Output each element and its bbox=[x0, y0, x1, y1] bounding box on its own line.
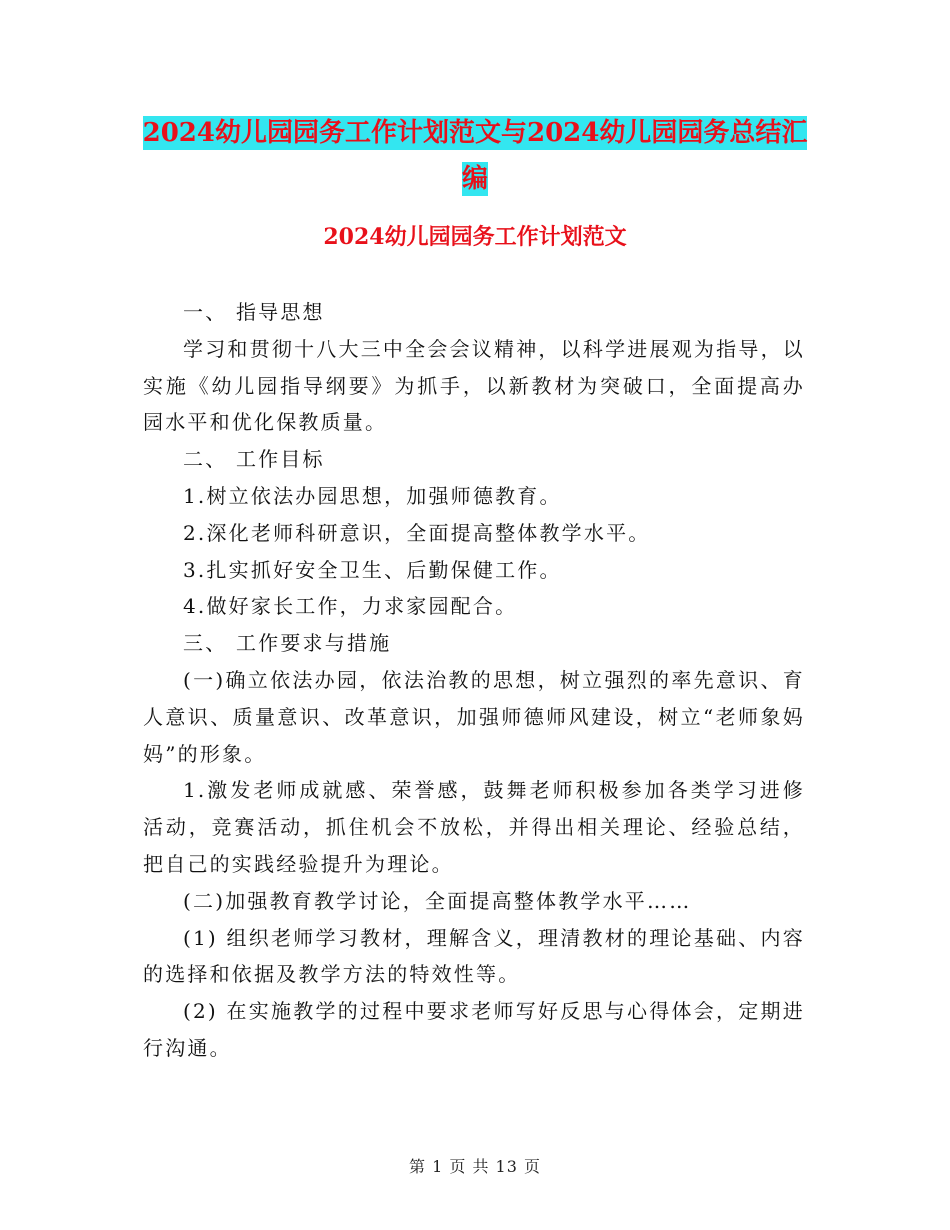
paragraph: (1) 组织老师学习教材，理解含义，理清教材的理论基础、内容的选择和依据及教学方法的特效性等。 bbox=[143, 925, 805, 987]
list-item: 1.树立依法办园思想，加强师德教育。 bbox=[183, 483, 562, 508]
document-title bbox=[140, 110, 810, 202]
document-body bbox=[143, 294, 805, 1067]
paragraph: (2) 在实施教学的过程中要求老师写好反思与心得体会，定期进行沟通。 bbox=[143, 999, 805, 1060]
paragraph: (二)加强教育教学讨论，全面提高整体教学水平…… bbox=[183, 888, 692, 913]
document-title-text: 2024幼儿园园务工作计划范文与2024幼儿园园务总结汇编 bbox=[142, 118, 808, 194]
list-item: 3.扎实抓好安全卫生、后勤保健工作。 bbox=[183, 557, 562, 582]
heading-requirements-measures: 三、 工作要求与措施 bbox=[183, 631, 392, 656]
section-title: 2024幼儿园园务工作计划范文 bbox=[323, 224, 627, 250]
list-item: 4.做好家长工作，力求家园配合。 bbox=[183, 594, 518, 619]
paragraph: 1.激发老师成就感、荣誉感，鼓舞老师积极参加各类学习进修活动，竞赛活动，抓住机会不放松，并得出相关理论、经验总结，把自己的实践经验提升为理论。 bbox=[143, 778, 805, 876]
paragraph: 学习和贯彻十八大三中全会会议精神，以科学进展观为指导，以实施《幼儿园指导纲要》为抓手，以新教材为突破口，全面提高办园水平和优化保教质量。 bbox=[143, 336, 805, 435]
heading-work-goals: 二、 工作目标 bbox=[183, 447, 325, 472]
page-footer: 第 1 页 共 13 页 bbox=[409, 1157, 541, 1176]
paragraph: (一)确立依法办园，依法治教的思想，树立强烈的率先意识、育人意识、质量意识、改革意识，加强师德师风建设，树立“老师象妈妈”的形象。 bbox=[143, 667, 805, 766]
list-item: 2.深化老师科研意识，全面提高整体教学水平。 bbox=[183, 520, 651, 545]
heading-guiding-ideology: 一、 指导思想 bbox=[183, 300, 325, 324]
